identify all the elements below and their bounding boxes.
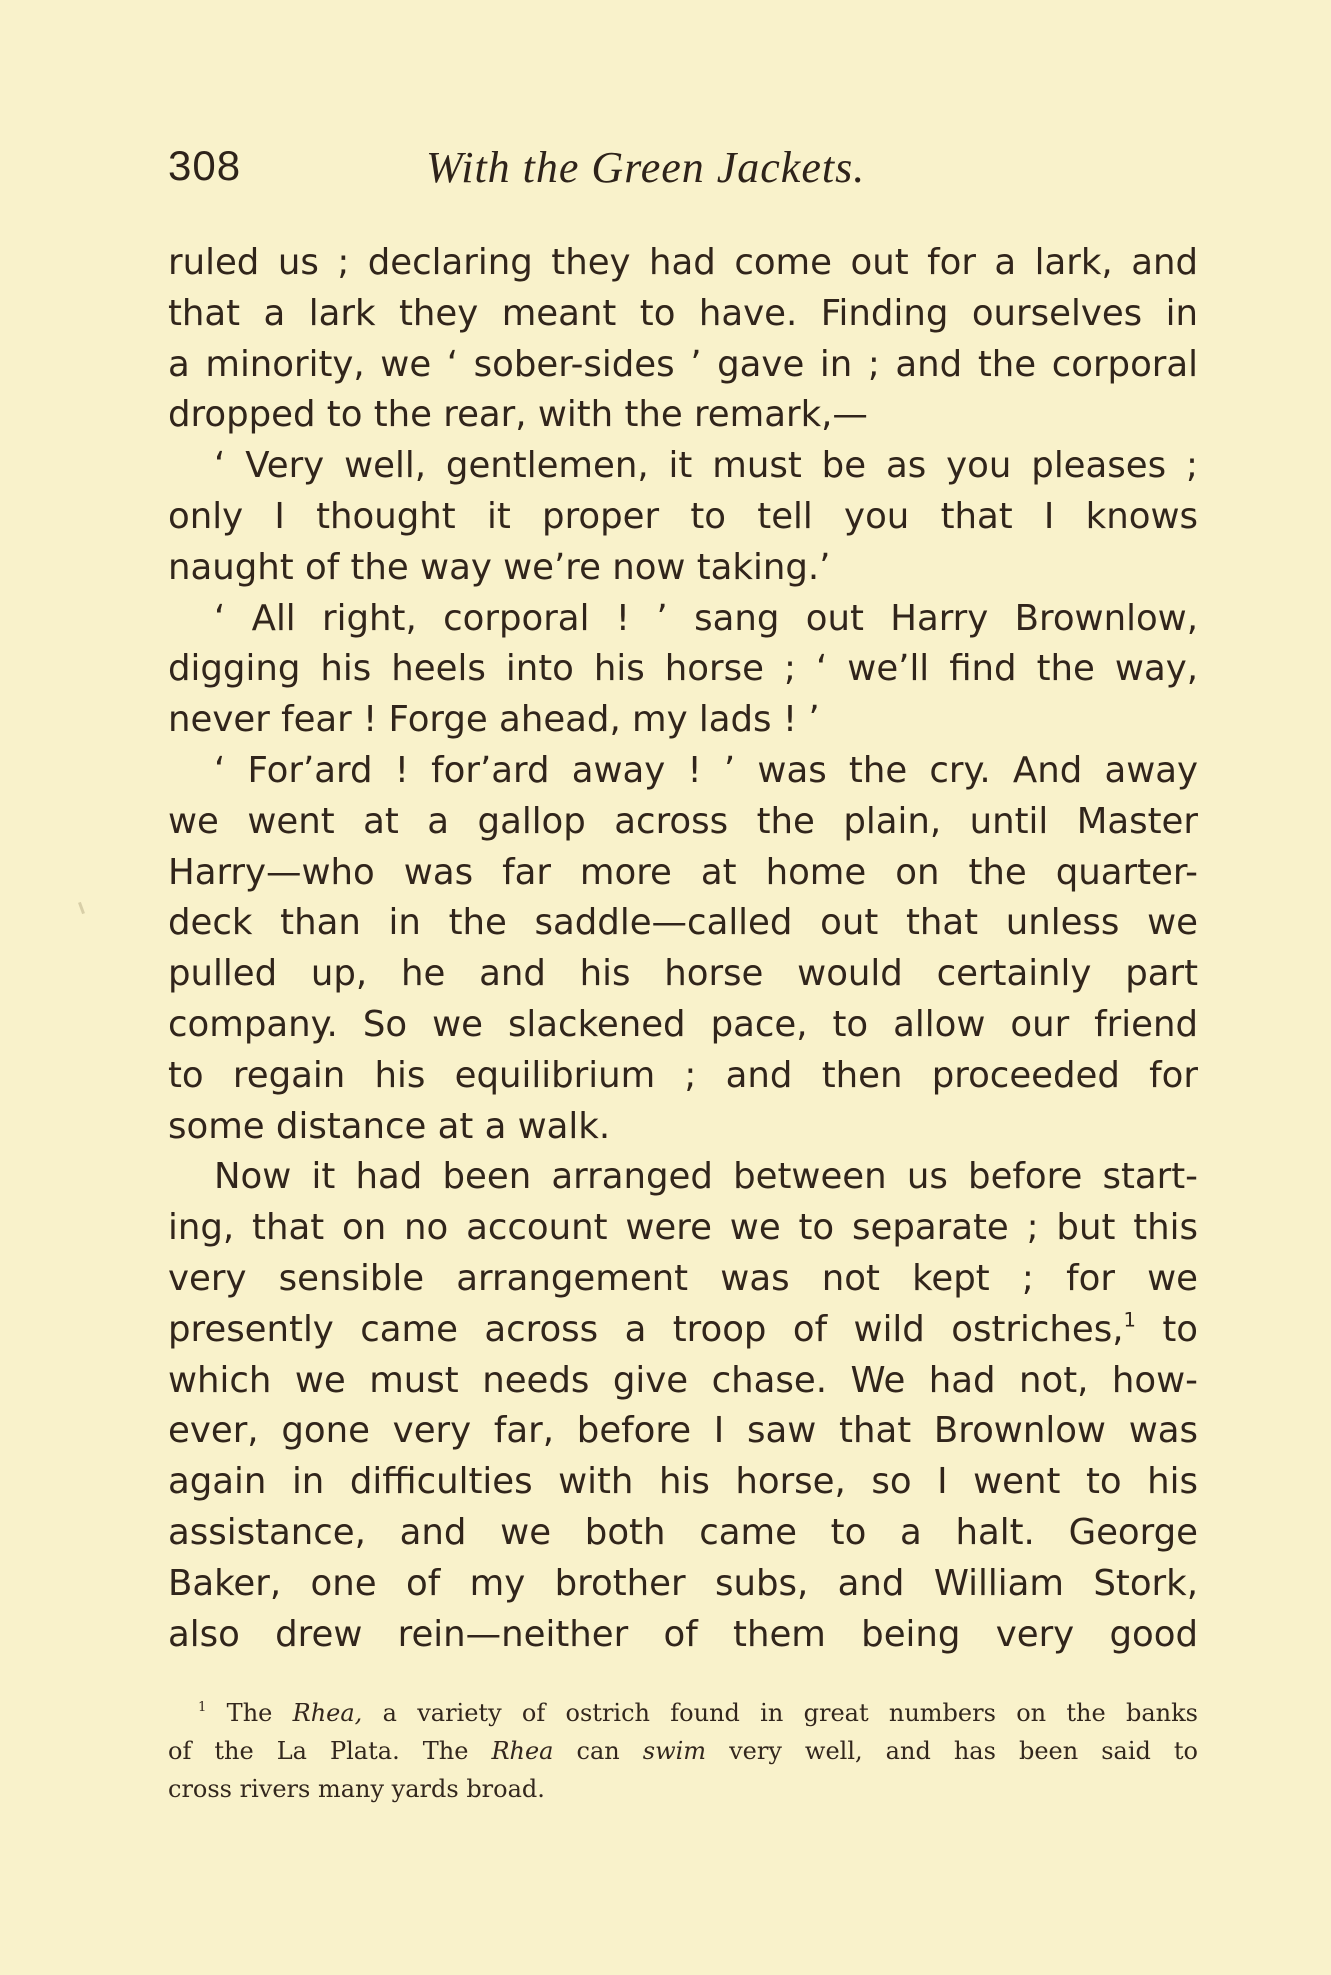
text-line: also drew rein—neither of them being very good — [168, 1613, 1198, 1655]
text-line: some distance at a walk. — [168, 1105, 611, 1147]
body-text — [168, 238, 1198, 1660]
text-line: only I thought it proper to tell you that I knows — [168, 495, 1198, 537]
footnote-italic: Rhea, — [292, 1699, 363, 1727]
footnote-line: cross rivers many yards broad. — [168, 1775, 545, 1803]
text-segment: to — [1135, 1308, 1198, 1350]
text-line: a minority, we ‘ sober-sides ’ gave in ; and the corporal — [168, 343, 1198, 385]
footnote-italic: Rhea — [491, 1737, 554, 1765]
text-line: digging his heels into his horse ; ‘ we’ll find the way, — [168, 648, 1198, 690]
text-line-with-footnote-ref — [168, 1305, 1198, 1356]
paper-speck — [78, 902, 85, 914]
text-line: assistance, and we both came to a halt. George — [168, 1511, 1198, 1553]
footnote-italic: swim — [642, 1737, 707, 1765]
text-segment: presently came across a troop of wild ostriches, — [168, 1308, 1124, 1350]
footnote-text: very well, and has been said to — [706, 1737, 1199, 1765]
text-line: that a lark they meant to have. Finding ourselves in — [168, 292, 1198, 334]
footnote-line — [168, 1694, 1198, 1732]
text-line: ing, that on no account were we to separate ; but this — [168, 1207, 1198, 1249]
text-line: never fear ! Forge ahead, my lads ! ’ — [168, 699, 820, 741]
text-line: we went at a gallop across the plain, until Master — [168, 800, 1198, 842]
text-line: Harry—who was far more at home on the quarter- — [168, 851, 1198, 893]
text-line: company. So we slackened pace, to allow our friend — [168, 1003, 1198, 1045]
text-line: very sensible arrangement was not kept ; for we — [168, 1257, 1198, 1299]
text-line: dropped to the rear, with the remark,— — [168, 394, 868, 436]
text-line: again in difficulties with his horse, so I went to his — [168, 1461, 1198, 1503]
text-line: ruled us ; declaring they had come out for a lark, and — [168, 242, 1198, 283]
text-line: which we must needs give chase. We had not, how- — [168, 1359, 1198, 1401]
footnote-line — [168, 1732, 1198, 1770]
text-line: to regain his equilibrium ; and then proceeded for — [168, 1054, 1198, 1096]
footnote-text: of the La Plata. The — [168, 1737, 492, 1765]
text-line: ‘ All right, corporal ! ’ sang out Harry Brownlow, — [214, 597, 1198, 639]
running-title: With the Green Jackets. — [426, 143, 866, 192]
footnote — [168, 1694, 1198, 1808]
footnote-text: a variety of ostrich found in great numbers on the banks — [362, 1699, 1198, 1727]
page-header — [168, 142, 1198, 202]
text-line: ‘ Very well, gentlemen, it must be as you pleases ; — [214, 445, 1198, 487]
footnote-text: The — [206, 1699, 293, 1727]
footnote-marker: 1 — [198, 1700, 207, 1716]
text-line: naught of the way we’re now taking.’ — [168, 546, 831, 588]
text-line: deck than in the saddle—called out that unless we — [168, 902, 1198, 944]
text-line: ‘ For’ard ! for’ard away ! ’ was the cry. And away — [214, 749, 1198, 791]
text-line: Baker, one of my brother subs, and William Stork, — [168, 1562, 1198, 1604]
footnote-text: can — [553, 1737, 643, 1765]
text-line: ever, gone very far, before I saw that Brownlow was — [168, 1410, 1198, 1452]
footnote-reference: 1 — [1123, 1308, 1136, 1332]
text-line: Now it had been arranged between us before start- — [214, 1156, 1198, 1198]
text-line: pulled up, he and his horse would certainly part — [168, 953, 1198, 995]
page-number: 308 — [168, 142, 242, 189]
